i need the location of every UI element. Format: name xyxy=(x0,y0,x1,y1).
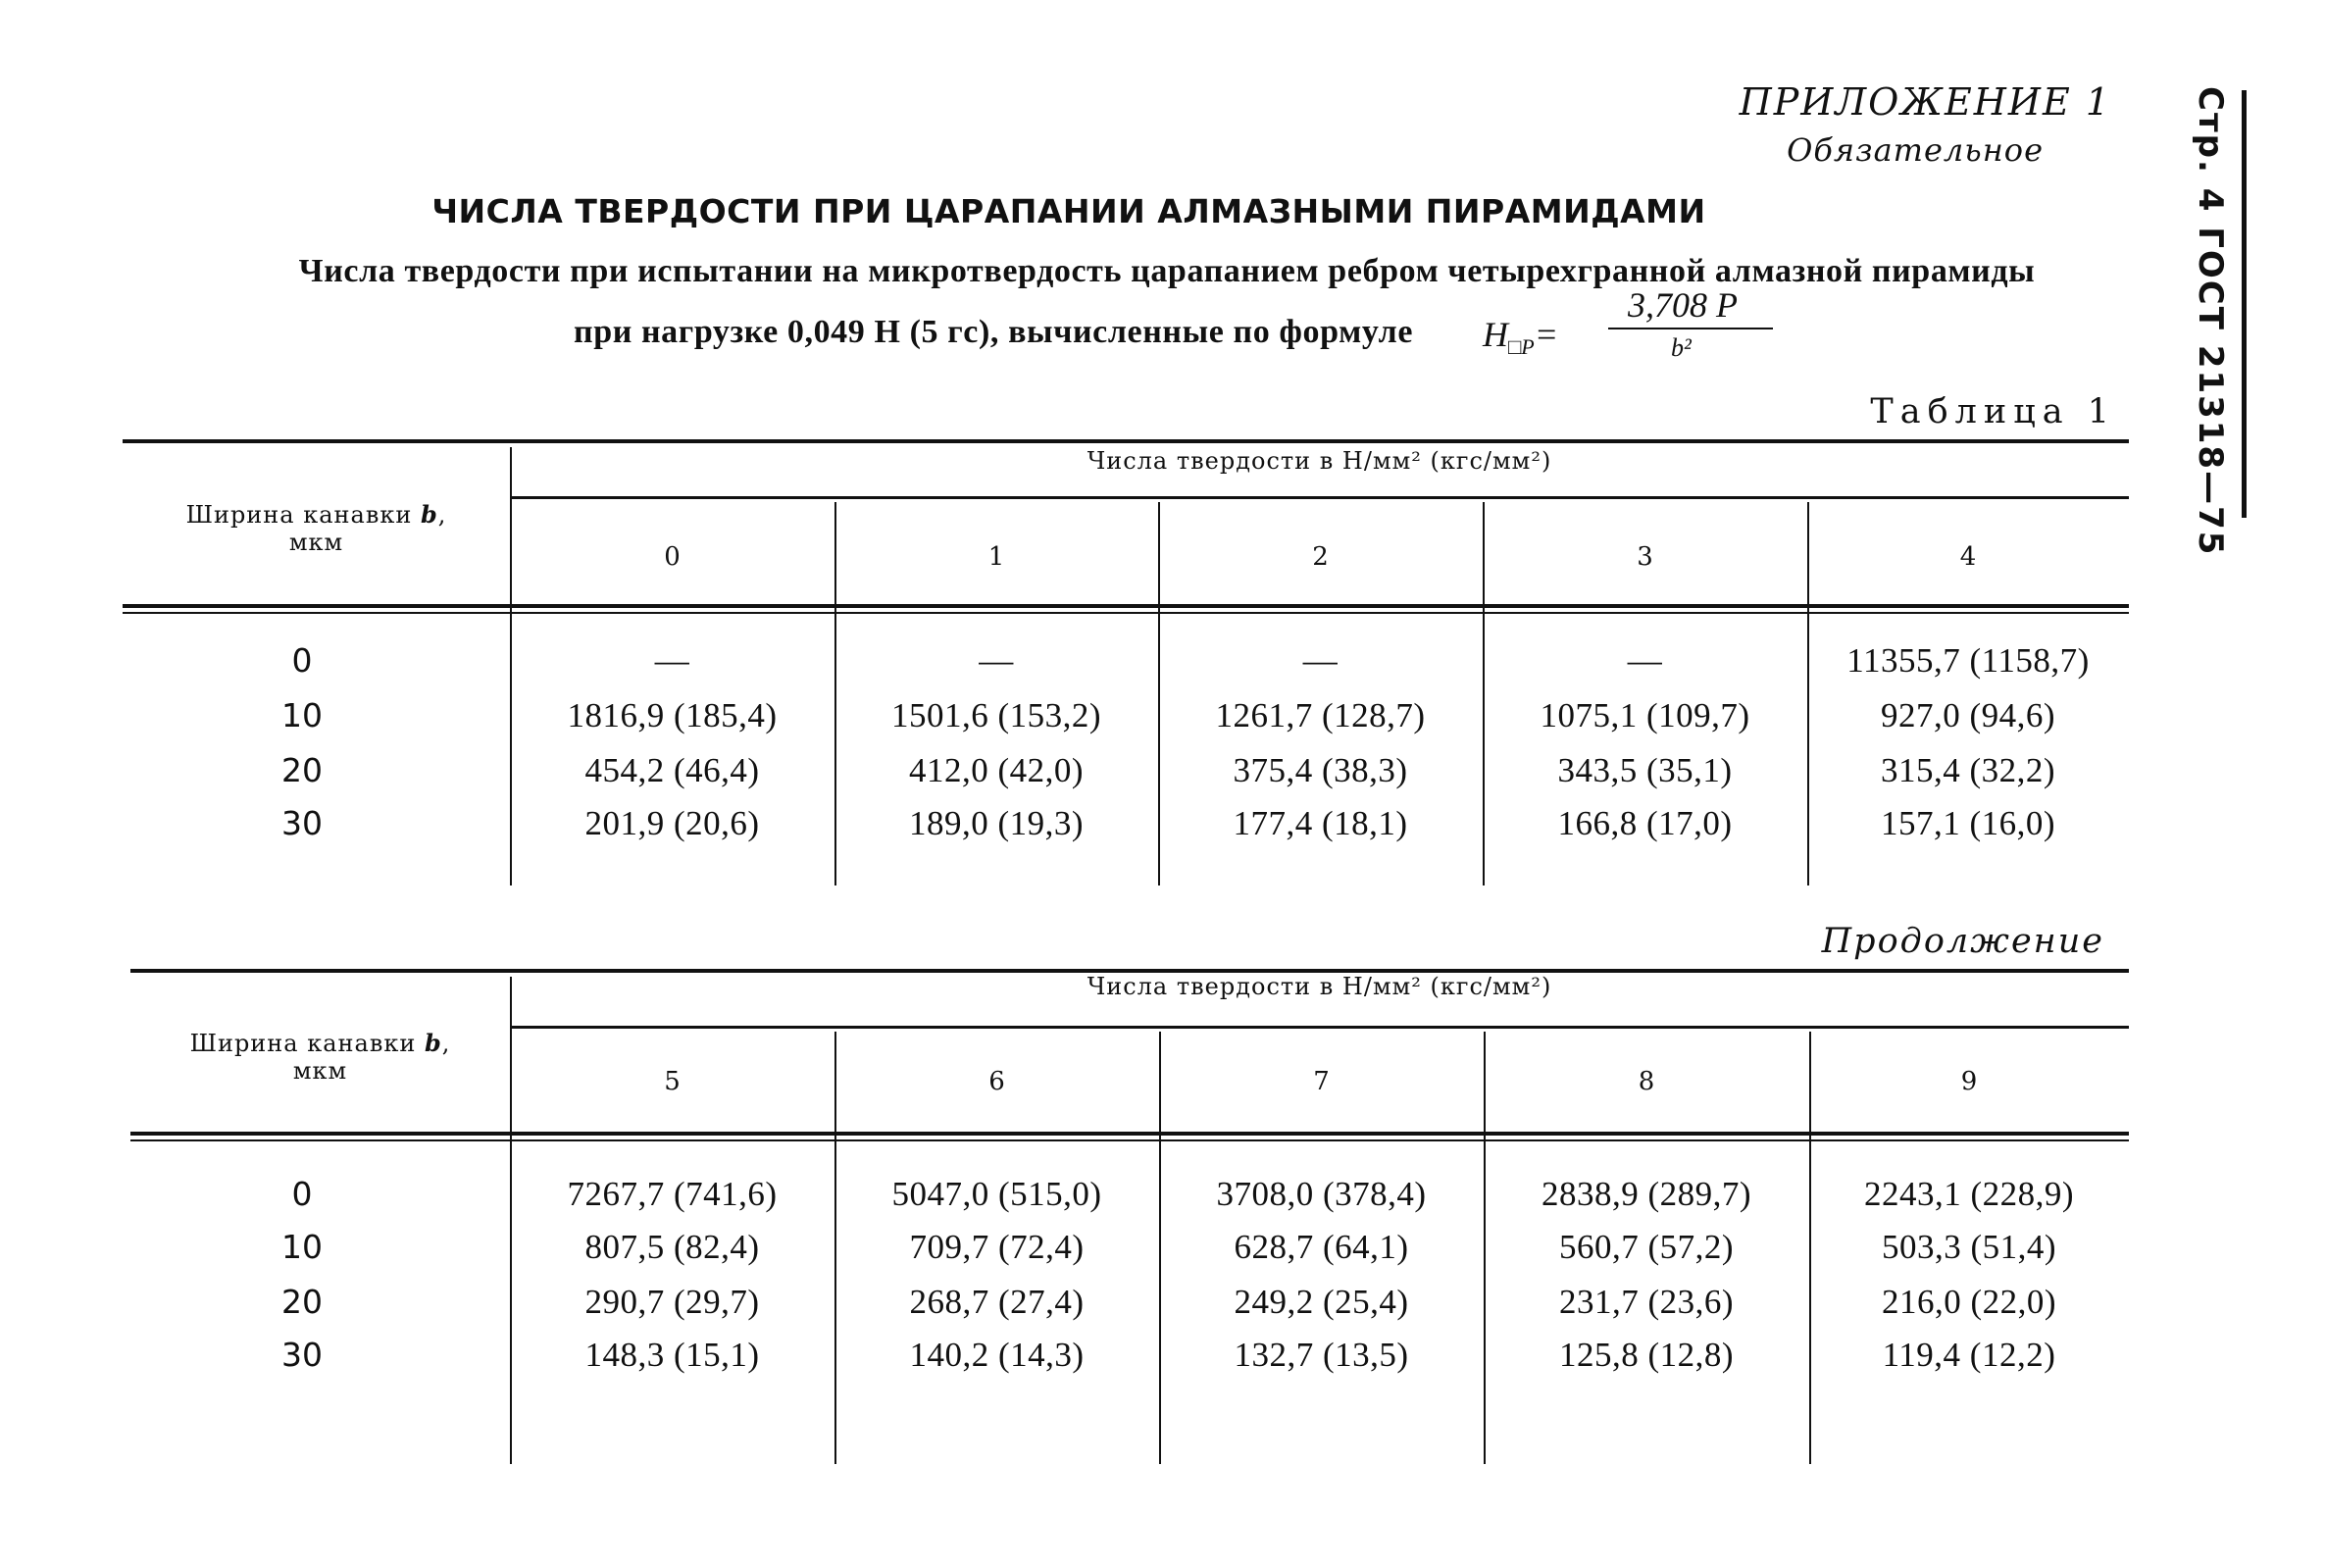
column-header: 7 xyxy=(1313,1067,1330,1096)
header-bottom-rule xyxy=(123,604,2129,608)
table-cell: 375,4 (38,3) xyxy=(1233,751,1408,789)
group-header-rule xyxy=(510,1026,2129,1029)
row-groove-width: 0 xyxy=(291,641,313,680)
table-cell: — xyxy=(979,641,1014,680)
table-cell: — xyxy=(1302,641,1339,680)
row-header-variable: b xyxy=(425,1029,442,1057)
group-header: Числа твердости в Н/мм² (кгс/мм²) xyxy=(1087,973,1552,1000)
row-groove-width: 10 xyxy=(281,1228,323,1266)
row-groove-width: 10 xyxy=(281,696,323,734)
table-cell: 189,0 (19,3) xyxy=(908,804,1085,842)
table-cell: 1261,7 (128,7) xyxy=(1215,696,1426,734)
formula-numerator: 3,708 P xyxy=(1628,285,1738,325)
group-header: Числа твердости в Н/мм² (кгс/мм²) xyxy=(1087,447,1552,475)
row-groove-width: 20 xyxy=(281,1283,323,1321)
table-cell: 216,0 (22,0) xyxy=(1881,1283,2057,1321)
row-groove-width: 30 xyxy=(281,804,323,842)
row-groove-width: 20 xyxy=(281,751,323,789)
column-header: 1 xyxy=(987,542,1005,572)
header-bottom-rule-2 xyxy=(123,612,2129,614)
column-header: 5 xyxy=(664,1067,681,1096)
table-cell: — xyxy=(1627,641,1663,680)
row-header-comma: , xyxy=(437,501,447,529)
table-cell: 7267,7 (741,6) xyxy=(567,1175,778,1213)
column-header: 2 xyxy=(1312,542,1329,572)
table-cell: 1075,1 (109,7) xyxy=(1540,696,1750,734)
subtitle-line-1: Числа твердости при испытании на микротвердость царапанием ребром четырехгранной алмазной пирамиды xyxy=(298,253,2036,289)
row-header-comma: , xyxy=(441,1030,451,1057)
table-cell: 1816,9 (185,4) xyxy=(567,696,778,734)
column-header: 8 xyxy=(1638,1067,1655,1096)
table-cell: 628,7 (64,1) xyxy=(1234,1228,1409,1266)
table-cell: 140,2 (14,3) xyxy=(909,1336,1085,1374)
column-header: 3 xyxy=(1637,542,1653,572)
table-cell: 343,5 (35,1) xyxy=(1557,751,1733,789)
table-cell: 807,5 (82,4) xyxy=(584,1228,760,1266)
column-header: 6 xyxy=(988,1067,1005,1096)
row-header-variable: b xyxy=(421,500,438,529)
formula-lhs xyxy=(1483,314,1559,359)
formula-symbol: H xyxy=(1483,315,1508,354)
column-header: 4 xyxy=(1959,542,1977,572)
table-cell: 177,4 (18,1) xyxy=(1233,804,1408,842)
table-cell: 119,4 (12,2) xyxy=(1882,1336,2056,1374)
table-cell: 201,9 (20,6) xyxy=(584,804,760,842)
formula-denominator: b² xyxy=(1671,333,1692,362)
side-stamp-text: Стр. 4 ГОСТ 21318—75 xyxy=(2191,86,2230,557)
table-cell: 5047,0 (515,0) xyxy=(891,1175,1102,1213)
row-header-unit: мкм xyxy=(288,529,344,556)
appendix-title: ПРИЛОЖЕНИЕ 1 xyxy=(1739,80,2111,124)
row-groove-width: 30 xyxy=(281,1336,323,1374)
table-cell: 231,7 (23,6) xyxy=(1558,1283,1735,1321)
header-bottom-rule-2 xyxy=(130,1139,2129,1141)
formula-subscript-box: □ xyxy=(1508,334,1522,359)
table-label: Таблица 1 xyxy=(1870,392,2116,431)
table-cell: — xyxy=(654,641,690,680)
table-cell: 503,3 (51,4) xyxy=(1881,1228,2057,1266)
table-cell: 166,8 (17,0) xyxy=(1557,804,1733,842)
table-cell: 11355,7 (1158,7) xyxy=(1846,641,2090,680)
appendix-status: Обязательное xyxy=(1787,131,2044,169)
table-top-rule xyxy=(123,439,2129,443)
side-stamp-rule xyxy=(2242,90,2247,518)
table-cell: 148,3 (15,1) xyxy=(584,1336,760,1374)
row-groove-width: 0 xyxy=(291,1175,313,1213)
header-bottom-rule xyxy=(130,1132,2129,1136)
row-header-label xyxy=(142,501,490,556)
group-header-rule xyxy=(510,496,2129,499)
table-cell: 3708,0 (378,4) xyxy=(1216,1175,1427,1213)
column-header: 9 xyxy=(1960,1067,1978,1096)
table-cell: 1501,6 (153,2) xyxy=(890,696,1102,734)
table-cell: 290,7 (29,7) xyxy=(584,1283,760,1321)
row-header-unit: мкм xyxy=(292,1057,348,1085)
row-header-text: Ширина канавки xyxy=(185,501,421,529)
formula-subscript xyxy=(1508,334,1535,359)
table-cell: 132,7 (13,5) xyxy=(1234,1336,1409,1374)
row-header-label xyxy=(150,1030,490,1085)
row-header-text: Ширина канавки xyxy=(189,1030,425,1057)
table-cell: 560,7 (57,2) xyxy=(1558,1228,1735,1266)
table-cell: 709,7 (72,4) xyxy=(909,1228,1085,1266)
formula-subscript-letter: P xyxy=(1521,334,1535,359)
table-cell: 2243,1 (228,9) xyxy=(1863,1175,2075,1213)
table-cell: 927,0 (94,6) xyxy=(1880,696,2056,734)
subtitle-line-2: при нагрузке 0,049 Н (5 гс), вычисленные по формуле xyxy=(574,314,1414,350)
table-cell: 315,4 (32,2) xyxy=(1880,751,2056,789)
table-cell: 268,7 (27,4) xyxy=(909,1283,1085,1321)
column-header: 0 xyxy=(664,542,681,572)
table-cell: 454,2 (46,4) xyxy=(584,751,760,789)
side-stamp xyxy=(2157,86,2255,557)
formula-equals: = xyxy=(1534,315,1559,354)
table-cell: 2838,9 (289,7) xyxy=(1541,1175,1752,1213)
page-title: ЧИСЛА ТВЕРДОСТИ ПРИ ЦАРАПАНИИ АЛМАЗНЫМИ ПИРАМИДАМИ xyxy=(431,192,1706,230)
column-separator xyxy=(510,977,512,1464)
table-cell: 249,2 (25,4) xyxy=(1234,1283,1409,1321)
hardness-formula xyxy=(1483,284,1777,382)
table-cell: 412,0 (42,0) xyxy=(908,751,1085,789)
table-cell: 125,8 (12,8) xyxy=(1558,1336,1735,1374)
continuation-label: Продолжение xyxy=(1821,922,2104,961)
table-cell: 157,1 (16,0) xyxy=(1880,804,2056,842)
formula-fraction-bar xyxy=(1608,328,1773,329)
